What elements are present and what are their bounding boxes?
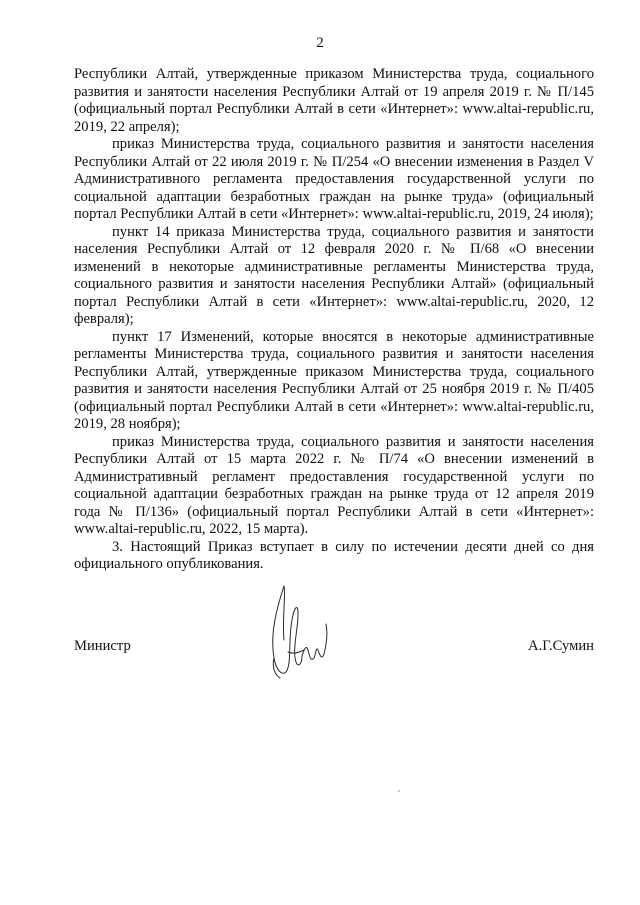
page-number: 2: [316, 35, 324, 51]
paragraph-continuation: Республики Алтай, утвержденные приказом Министерства труда, социального развития и занятости населения Республики Алтай от 19 апреля 2019 г. № П/145 (официальный портал Республики Алтай в сети «Интернет»: www.altai-republic.ru, 2019, 22 апреля);: [74, 66, 594, 135]
signature-block: [74, 637, 594, 657]
handwritten-signature: [262, 580, 342, 680]
paragraph-order-254: приказ Министерства труда, социального развития и занятости населения Республики Алтай от 22 июля 2019 г. № П/254 «О внесении изменения в Раздел V Административного регламента предоставления государственной услуги по социальной адаптации безработных граждан на рынке труда» (официальный портал Республики Алтай в сети «Интернет»: www.altai-republic.ru, 2019, 24 июля);: [74, 136, 594, 222]
paragraph-order-74: приказ Министерства труда, социального развития и занятости населения Республики Алтай от 15 марта 2022 г. № П/74 «О внесении изменений в Административный регламент предоставления государственной услуги по социальной адаптации безработных граждан на рынке труда от 12 апреля 2019 года № П/136» (официальный портал Республики Алтай в сети «Интернет»: www.altai-republic.ru, 2022, 15 марта).: [74, 433, 594, 537]
scan-speck: [398, 790, 400, 792]
paragraph-clause-17: пункт 17 Изменений, которые вносятся в некоторые административные регламенты Министерства труда, социального развития и занятости населения Республики Алтай, утвержденные приказом Министерства труда, социального развития и занятости населения Республики Алтай от 25 ноября 2019 г. № П/405 (официальный портал Республики Алтай в сети «Интернет»: www.altai-republic.ru, 2019, 28 ноября);: [74, 328, 594, 432]
signatory-name: А.Г.Сумин: [528, 638, 594, 654]
paragraph-clause-14: пункт 14 приказа Министерства труда, социального развития и занятости населения Республики Алтай от 12 февраля 2020 г. № П/68 «О внесении изменений в некоторые административные регламенты Министерства труда, социального развития и занятости населения Республики Алтай» (официальный портал Республики Алтай в сети «Интернет»: www.altai-republic.ru, 2020, 12 февраля);: [74, 223, 594, 327]
paragraph-effective-date: 3. Настоящий Приказ вступает в силу по истечении десяти дней со дня официального опубликования.: [74, 538, 594, 572]
document-body: [74, 66, 594, 574]
signatory-position: Министр: [74, 638, 131, 654]
